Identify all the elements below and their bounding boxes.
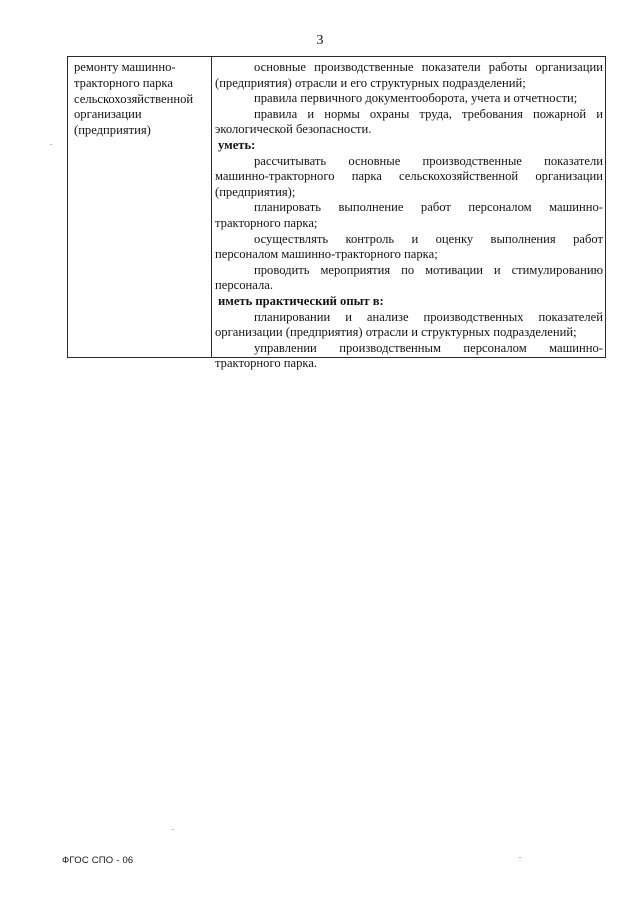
requirements-cell <box>215 60 603 372</box>
requirement-line: проводить мероприятия по мотивации и стимулированию <box>254 262 603 277</box>
activity-line: (предприятия) <box>74 123 151 138</box>
activity-cell <box>74 60 208 139</box>
requirement-line: рассчитывать основные производственные показатели <box>254 153 603 168</box>
activity-line: организации <box>74 107 142 122</box>
activity-line: тракторного парка <box>74 75 173 90</box>
requirement-line: тракторного парка. <box>215 356 318 371</box>
requirement-line: персоналом машинно-тракторного парка; <box>215 247 438 262</box>
requirement-line: правила и нормы охраны труда, требования пожарной и <box>254 106 603 121</box>
requirement-line: правила первичного документооборота, учета и отчетности; <box>254 91 578 106</box>
section-heading-experience: иметь практический опыт в: <box>218 293 384 308</box>
requirement-line: (предприятия); <box>215 184 296 199</box>
requirement-line: планировании и анализе производственных показателей <box>254 309 603 324</box>
page-number: 3 <box>316 33 324 48</box>
section-heading-skills: уметь: <box>218 137 256 152</box>
requirement-line: основные производственные показатели работы организации <box>254 60 603 74</box>
footer-standard-code: ФГОС СПО - 06 <box>62 855 134 866</box>
competency-table <box>67 56 606 371</box>
activity-line: сельскохозяйственной <box>74 91 194 106</box>
scan-speck <box>50 144 52 145</box>
activity-line: ремонту машинно- <box>74 60 176 74</box>
requirement-line: персонала. <box>215 278 273 293</box>
scan-speck <box>519 857 521 858</box>
requirement-line: осуществлять контроль и оценку выполнения работ <box>254 231 603 246</box>
requirement-line: экологической безопасности. <box>215 122 372 137</box>
requirement-line: машинно-тракторного парка сельскохозяйственной организации <box>215 169 603 184</box>
requirement-line: управлении производственным персоналом машинно- <box>254 340 603 355</box>
requirement-line: (предприятия) отрасли и его структурных подразделений; <box>215 75 526 90</box>
requirement-line: тракторного парка; <box>215 215 318 230</box>
scan-speck <box>172 829 174 830</box>
requirement-line: организации (предприятия) отрасли и структурных подразделений; <box>215 325 577 340</box>
column-divider <box>211 57 212 357</box>
requirement-line: планировать выполнение работ персоналом машинно- <box>254 200 603 215</box>
